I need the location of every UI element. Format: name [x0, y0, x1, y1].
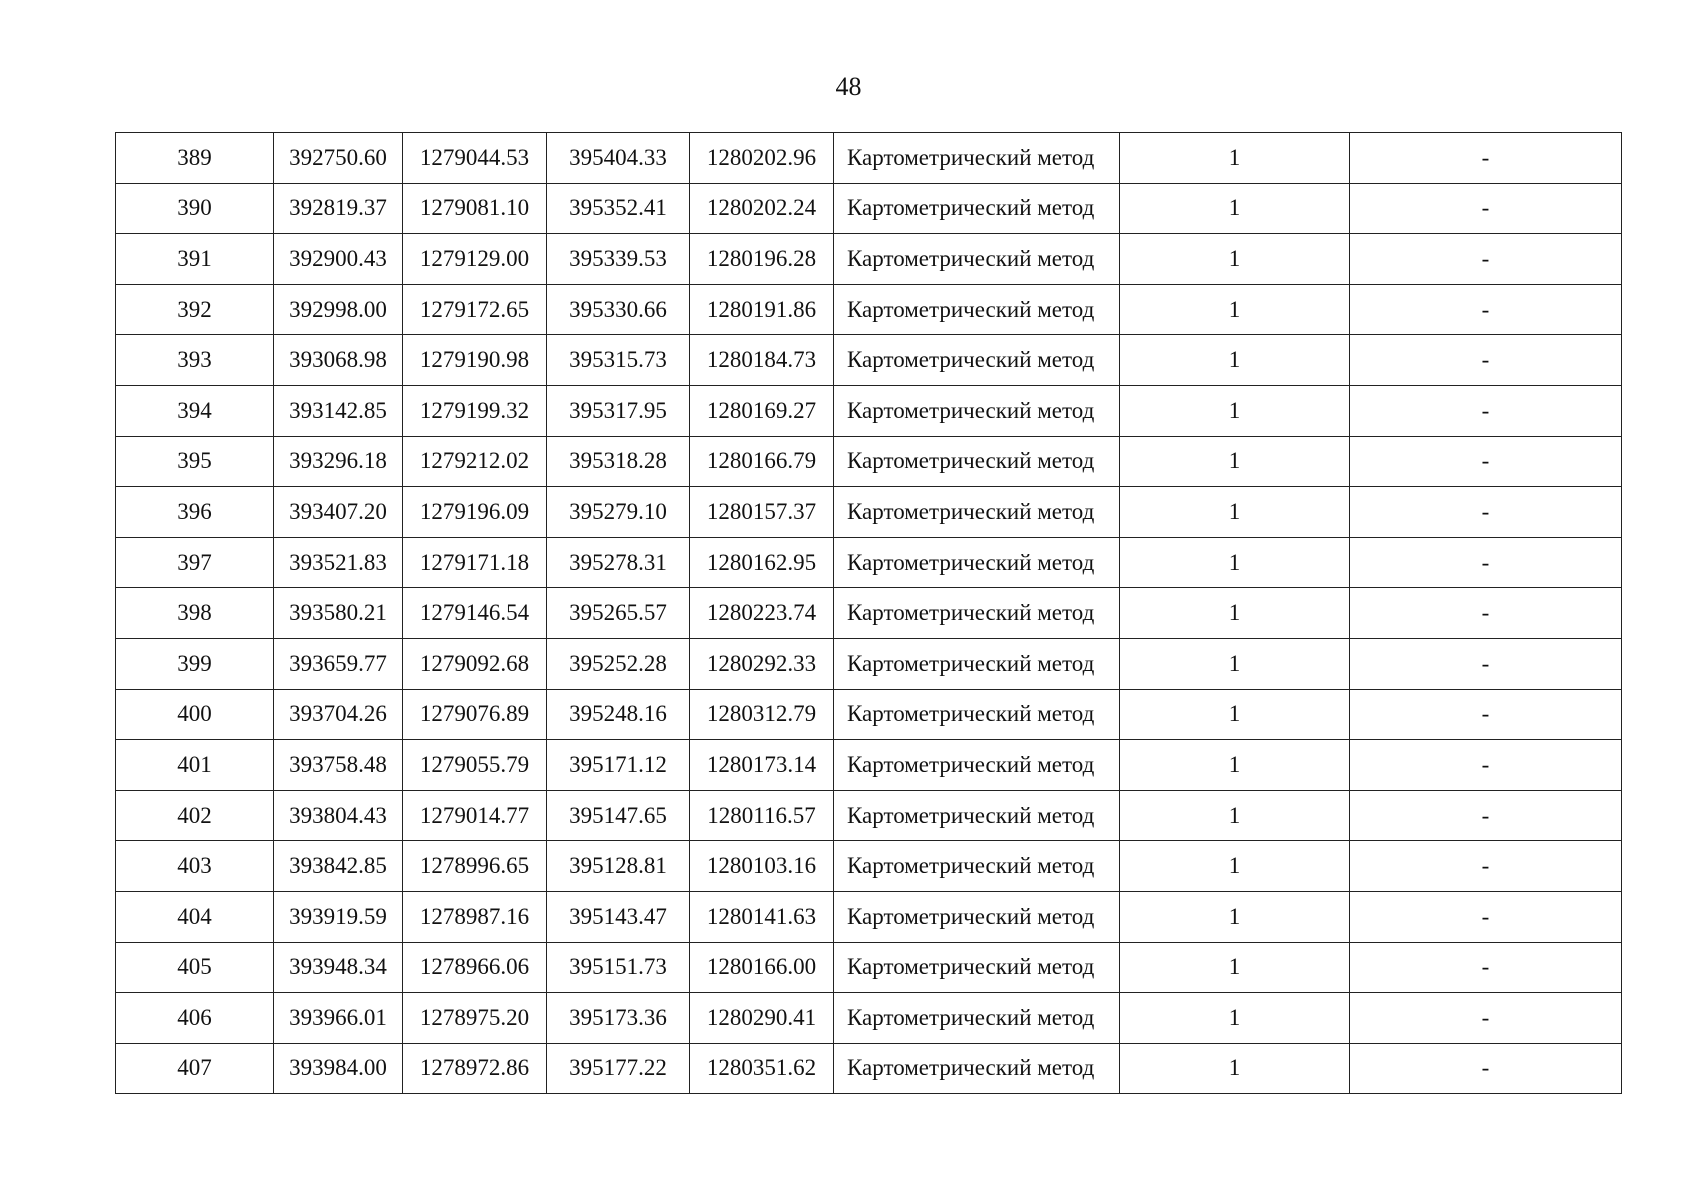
point-number-cell: 393: [116, 335, 274, 386]
y-old-cell: 1278975.20: [403, 993, 547, 1044]
table-row: [116, 385, 1622, 436]
method-cell: Картометрический метод: [834, 436, 1120, 487]
accuracy-cell: 1: [1120, 234, 1350, 285]
y-new-cell: 1280157.37: [690, 487, 834, 538]
accuracy-cell: 1: [1120, 335, 1350, 386]
x-new-cell: 395278.31: [547, 537, 690, 588]
y-old-cell: 1278966.06: [403, 942, 547, 993]
y-old-cell: 1279199.32: [403, 385, 547, 436]
x-old-cell: 393521.83: [274, 537, 403, 588]
y-new-cell: 1280202.24: [690, 183, 834, 234]
x-old-cell: 393966.01: [274, 993, 403, 1044]
note-cell: -: [1350, 790, 1622, 841]
y-new-cell: 1280166.00: [690, 942, 834, 993]
method-cell: Картометрический метод: [834, 183, 1120, 234]
y-old-cell: 1279055.79: [403, 740, 547, 791]
x-old-cell: 393068.98: [274, 335, 403, 386]
x-new-cell: 395339.53: [547, 234, 690, 285]
x-new-cell: 395404.33: [547, 133, 690, 184]
x-new-cell: 395265.57: [547, 588, 690, 639]
x-old-cell: 393296.18: [274, 436, 403, 487]
x-new-cell: 395128.81: [547, 841, 690, 892]
accuracy-cell: 1: [1120, 436, 1350, 487]
accuracy-cell: 1: [1120, 942, 1350, 993]
point-number-cell: 392: [116, 284, 274, 335]
point-number-cell: 391: [116, 234, 274, 285]
x-new-cell: 395147.65: [547, 790, 690, 841]
accuracy-cell: 1: [1120, 1043, 1350, 1094]
x-old-cell: 393580.21: [274, 588, 403, 639]
table-row: [116, 790, 1622, 841]
point-number-cell: 403: [116, 841, 274, 892]
accuracy-cell: 1: [1120, 891, 1350, 942]
note-cell: -: [1350, 841, 1622, 892]
accuracy-cell: 1: [1120, 993, 1350, 1044]
table-row: [116, 841, 1622, 892]
method-cell: Картометрический метод: [834, 1043, 1120, 1094]
note-cell: -: [1350, 588, 1622, 639]
table-row: [116, 942, 1622, 993]
x-old-cell: 392900.43: [274, 234, 403, 285]
y-old-cell: 1279129.00: [403, 234, 547, 285]
x-old-cell: 392819.37: [274, 183, 403, 234]
table-body: [116, 133, 1622, 1094]
table-row: [116, 133, 1622, 184]
accuracy-cell: 1: [1120, 588, 1350, 639]
x-old-cell: 392998.00: [274, 284, 403, 335]
note-cell: -: [1350, 284, 1622, 335]
y-old-cell: 1279190.98: [403, 335, 547, 386]
x-new-cell: 395248.16: [547, 689, 690, 740]
method-cell: Картометрический метод: [834, 335, 1120, 386]
method-cell: Картометрический метод: [834, 234, 1120, 285]
x-old-cell: 393704.26: [274, 689, 403, 740]
table-row: [116, 638, 1622, 689]
method-cell: Картометрический метод: [834, 993, 1120, 1044]
y-new-cell: 1280202.96: [690, 133, 834, 184]
y-old-cell: 1279196.09: [403, 487, 547, 538]
point-number-cell: 399: [116, 638, 274, 689]
y-new-cell: 1280166.79: [690, 436, 834, 487]
x-new-cell: 395173.36: [547, 993, 690, 1044]
y-new-cell: 1280141.63: [690, 891, 834, 942]
note-cell: -: [1350, 942, 1622, 993]
accuracy-cell: 1: [1120, 537, 1350, 588]
y-old-cell: 1279044.53: [403, 133, 547, 184]
note-cell: -: [1350, 385, 1622, 436]
y-new-cell: 1280196.28: [690, 234, 834, 285]
table-row: [116, 891, 1622, 942]
y-old-cell: 1278987.16: [403, 891, 547, 942]
table-row: [116, 588, 1622, 639]
method-cell: Картометрический метод: [834, 638, 1120, 689]
method-cell: Картометрический метод: [834, 689, 1120, 740]
y-new-cell: 1280223.74: [690, 588, 834, 639]
y-new-cell: 1280116.57: [690, 790, 834, 841]
x-new-cell: 395177.22: [547, 1043, 690, 1094]
y-old-cell: 1279076.89: [403, 689, 547, 740]
table-row: [116, 284, 1622, 335]
y-old-cell: 1278996.65: [403, 841, 547, 892]
note-cell: -: [1350, 891, 1622, 942]
y-new-cell: 1280191.86: [690, 284, 834, 335]
table-row: [116, 335, 1622, 386]
table-row: [116, 689, 1622, 740]
accuracy-cell: 1: [1120, 638, 1350, 689]
table-row: [116, 740, 1622, 791]
table-row: [116, 993, 1622, 1044]
x-old-cell: 393758.48: [274, 740, 403, 791]
accuracy-cell: 1: [1120, 790, 1350, 841]
x-old-cell: 393984.00: [274, 1043, 403, 1094]
accuracy-cell: 1: [1120, 487, 1350, 538]
point-number-cell: 389: [116, 133, 274, 184]
point-number-cell: 407: [116, 1043, 274, 1094]
point-number-cell: 401: [116, 740, 274, 791]
x-old-cell: 393804.43: [274, 790, 403, 841]
point-number-cell: 394: [116, 385, 274, 436]
method-cell: Картометрический метод: [834, 537, 1120, 588]
x-old-cell: 393842.85: [274, 841, 403, 892]
y-old-cell: 1279172.65: [403, 284, 547, 335]
x-new-cell: 395171.12: [547, 740, 690, 791]
y-new-cell: 1280169.27: [690, 385, 834, 436]
y-old-cell: 1279092.68: [403, 638, 547, 689]
table-row: [116, 487, 1622, 538]
note-cell: -: [1350, 436, 1622, 487]
y-new-cell: 1280351.62: [690, 1043, 834, 1094]
y-new-cell: 1280290.41: [690, 993, 834, 1044]
point-number-cell: 396: [116, 487, 274, 538]
x-new-cell: 395252.28: [547, 638, 690, 689]
point-number-cell: 406: [116, 993, 274, 1044]
y-old-cell: 1279171.18: [403, 537, 547, 588]
note-cell: -: [1350, 537, 1622, 588]
point-number-cell: 398: [116, 588, 274, 639]
note-cell: -: [1350, 487, 1622, 538]
accuracy-cell: 1: [1120, 183, 1350, 234]
table-row: [116, 1043, 1622, 1094]
accuracy-cell: 1: [1120, 689, 1350, 740]
table-row: [116, 436, 1622, 487]
x-new-cell: 395352.41: [547, 183, 690, 234]
table-row: [116, 183, 1622, 234]
method-cell: Картометрический метод: [834, 740, 1120, 791]
note-cell: -: [1350, 740, 1622, 791]
y-new-cell: 1280173.14: [690, 740, 834, 791]
x-old-cell: 393919.59: [274, 891, 403, 942]
note-cell: -: [1350, 1043, 1622, 1094]
method-cell: Картометрический метод: [834, 487, 1120, 538]
point-number-cell: 404: [116, 891, 274, 942]
y-old-cell: 1279081.10: [403, 183, 547, 234]
method-cell: Картометрический метод: [834, 133, 1120, 184]
note-cell: -: [1350, 234, 1622, 285]
y-new-cell: 1280162.95: [690, 537, 834, 588]
x-new-cell: 395143.47: [547, 891, 690, 942]
point-number-cell: 390: [116, 183, 274, 234]
accuracy-cell: 1: [1120, 841, 1350, 892]
method-cell: Картометрический метод: [834, 942, 1120, 993]
x-old-cell: 393407.20: [274, 487, 403, 538]
y-new-cell: 1280184.73: [690, 335, 834, 386]
note-cell: -: [1350, 638, 1622, 689]
point-number-cell: 400: [116, 689, 274, 740]
y-old-cell: 1279146.54: [403, 588, 547, 639]
method-cell: Картометрический метод: [834, 790, 1120, 841]
y-new-cell: 1280312.79: [690, 689, 834, 740]
x-new-cell: 395279.10: [547, 487, 690, 538]
method-cell: Картометрический метод: [834, 891, 1120, 942]
y-new-cell: 1280292.33: [690, 638, 834, 689]
point-number-cell: 405: [116, 942, 274, 993]
note-cell: -: [1350, 183, 1622, 234]
y-old-cell: 1278972.86: [403, 1043, 547, 1094]
note-cell: -: [1350, 993, 1622, 1044]
method-cell: Картометрический метод: [834, 284, 1120, 335]
x-new-cell: 395151.73: [547, 942, 690, 993]
y-new-cell: 1280103.16: [690, 841, 834, 892]
x-new-cell: 395315.73: [547, 335, 690, 386]
note-cell: -: [1350, 689, 1622, 740]
x-new-cell: 395318.28: [547, 436, 690, 487]
accuracy-cell: 1: [1120, 133, 1350, 184]
method-cell: Картометрический метод: [834, 588, 1120, 639]
x-old-cell: 393659.77: [274, 638, 403, 689]
point-number-cell: 402: [116, 790, 274, 841]
accuracy-cell: 1: [1120, 284, 1350, 335]
x-old-cell: 393948.34: [274, 942, 403, 993]
coordinates-table: [115, 132, 1622, 1094]
y-old-cell: 1279014.77: [403, 790, 547, 841]
point-number-cell: 397: [116, 537, 274, 588]
table-row: [116, 537, 1622, 588]
x-old-cell: 393142.85: [274, 385, 403, 436]
note-cell: -: [1350, 335, 1622, 386]
x-old-cell: 392750.60: [274, 133, 403, 184]
accuracy-cell: 1: [1120, 385, 1350, 436]
y-old-cell: 1279212.02: [403, 436, 547, 487]
table-row: [116, 234, 1622, 285]
method-cell: Картометрический метод: [834, 385, 1120, 436]
page-number: 48: [835, 72, 862, 101]
x-new-cell: 395317.95: [547, 385, 690, 436]
point-number-cell: 395: [116, 436, 274, 487]
accuracy-cell: 1: [1120, 740, 1350, 791]
x-new-cell: 395330.66: [547, 284, 690, 335]
method-cell: Картометрический метод: [834, 841, 1120, 892]
note-cell: -: [1350, 133, 1622, 184]
